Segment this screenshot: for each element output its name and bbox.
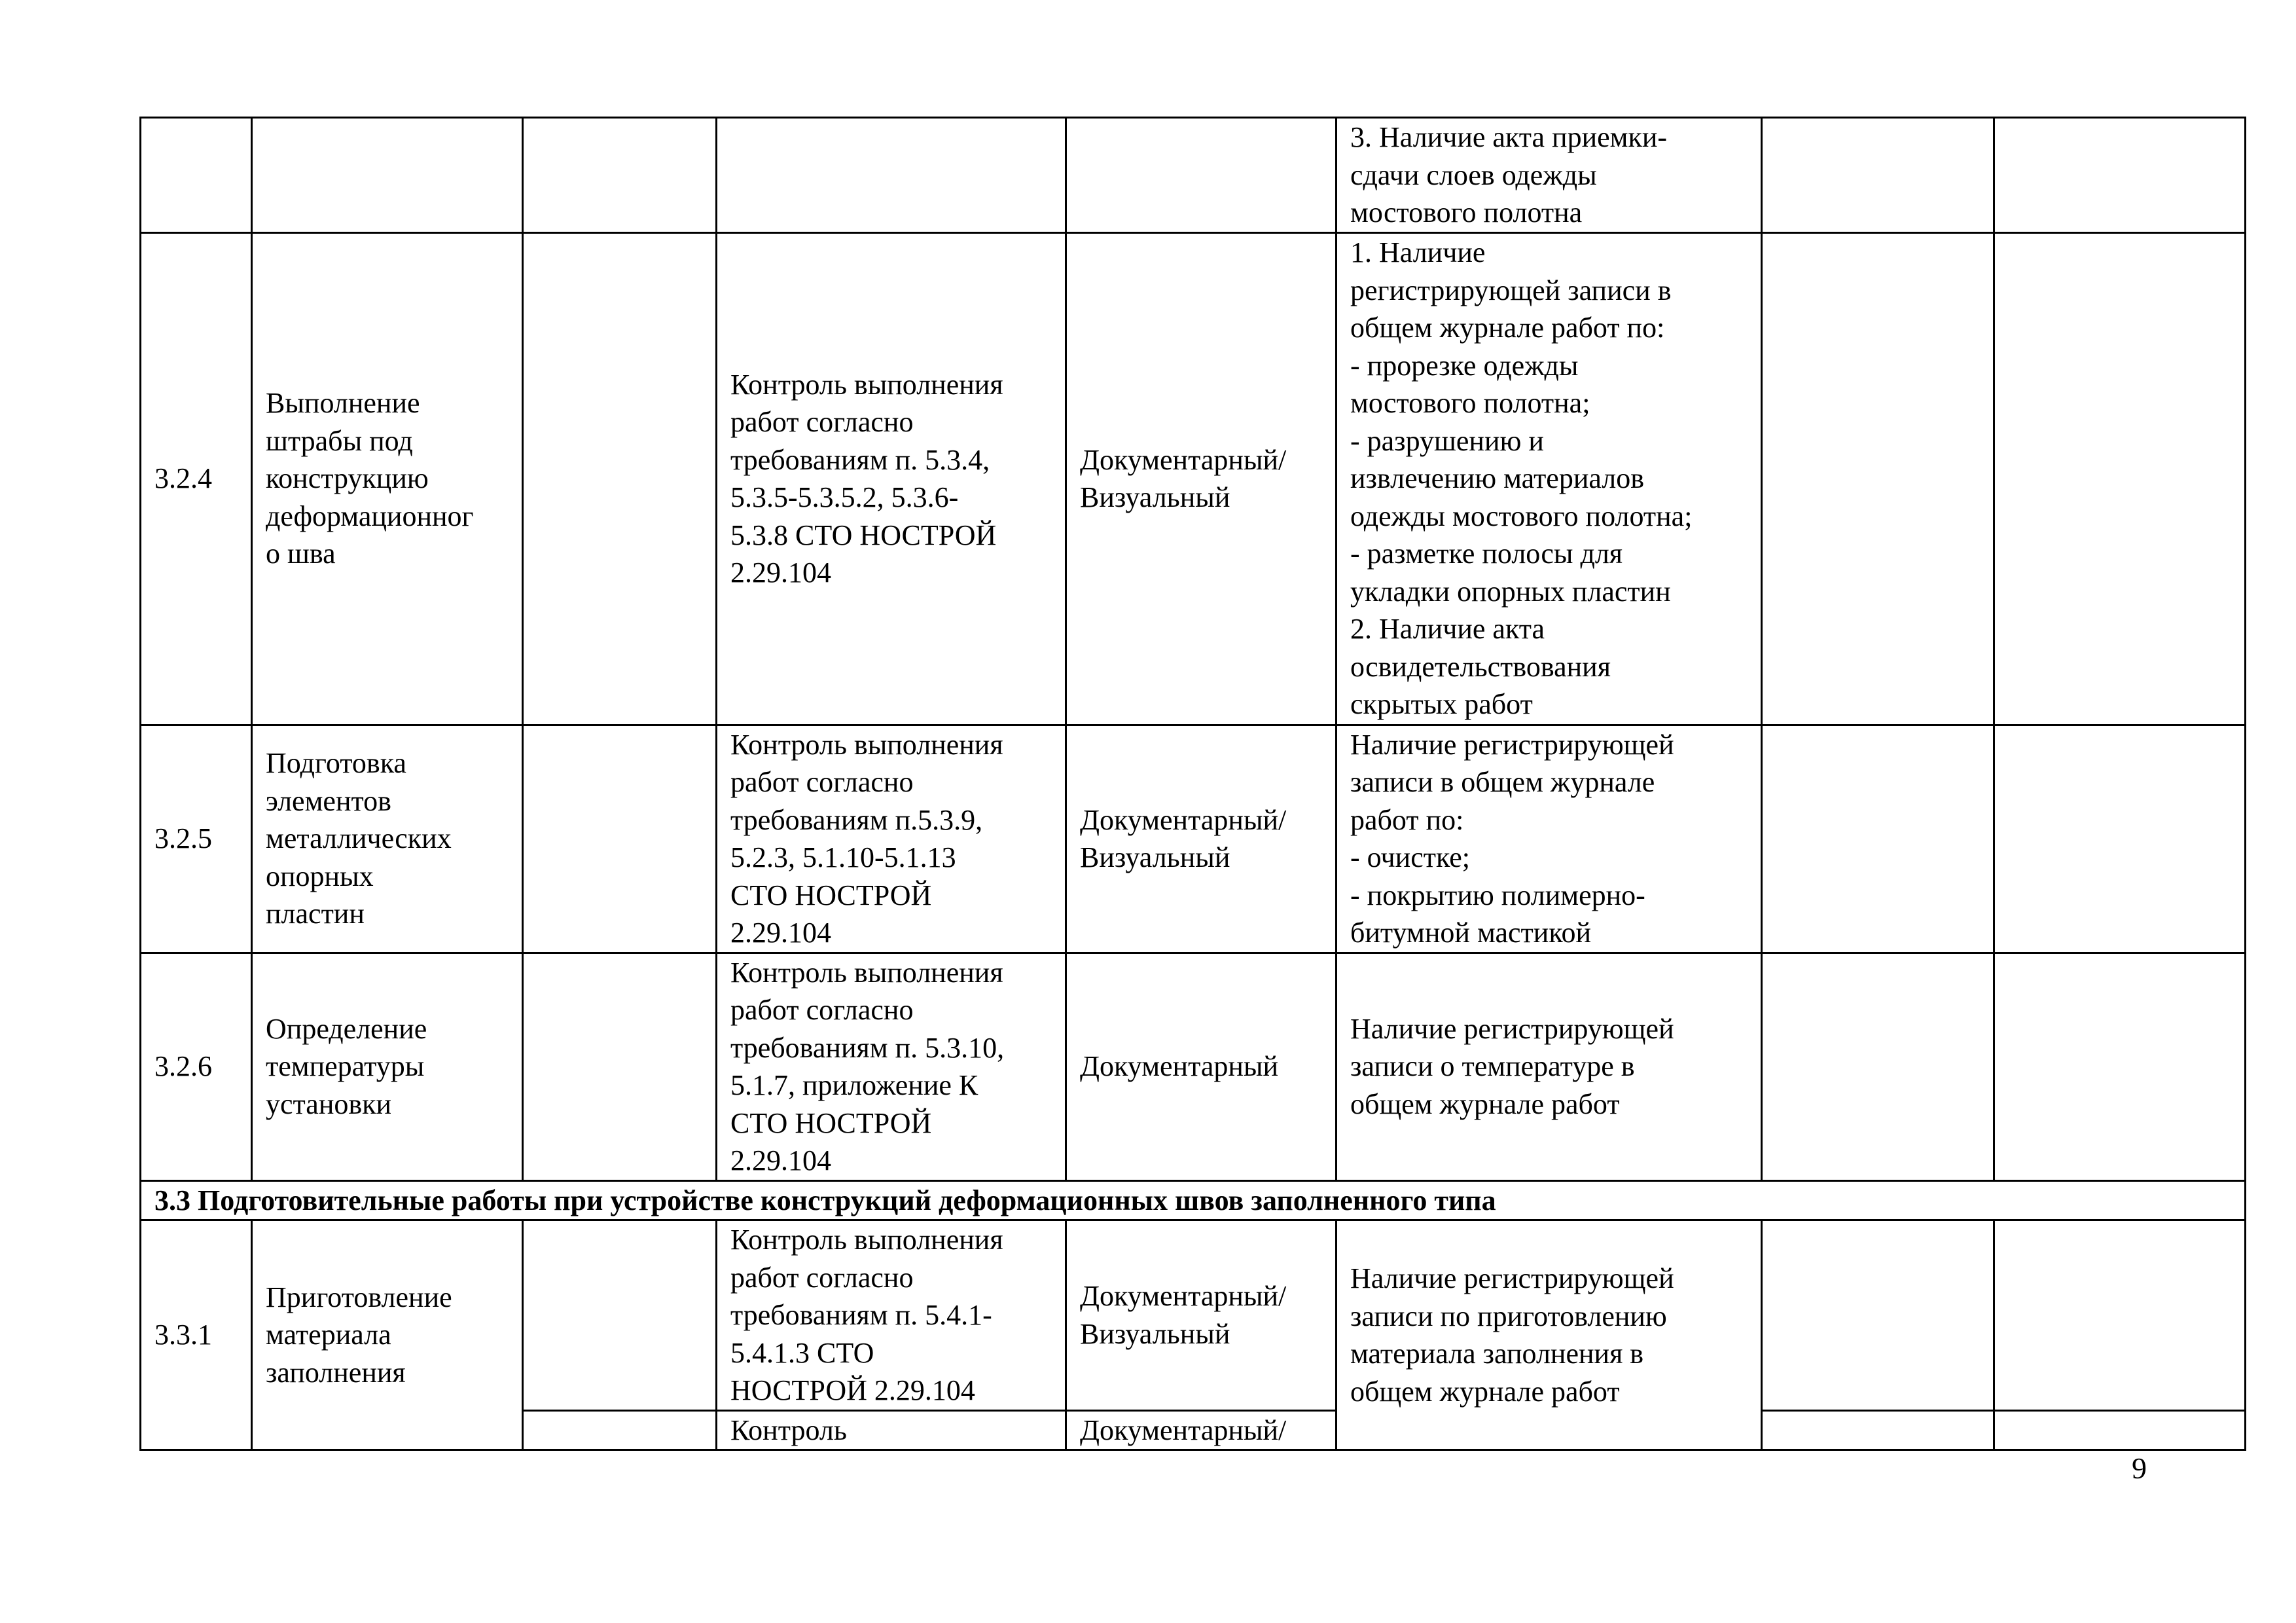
control-method-cell: [1066, 118, 1336, 233]
blank-cell: [1762, 1220, 1994, 1411]
control-requirement-cell: [717, 1220, 1066, 1411]
blank-cell: [1762, 953, 1994, 1180]
blank-cell: [1994, 1220, 2246, 1411]
work-stage-cell-line: Приготовление: [266, 1281, 452, 1313]
control-requirement-cell-line: 5.4.1.3 СТО: [730, 1336, 874, 1369]
control-requirement-cell-line: Контроль выполнения: [730, 728, 1003, 761]
control-requirement-cell-line: СТО НОСТРОЙ: [730, 1106, 932, 1139]
page-number: 9: [2132, 1451, 2147, 1485]
work-stage-cell-line: Определение: [266, 1012, 427, 1045]
blank-cell: [1762, 1410, 1994, 1450]
evidence-cell-line: Наличие регистрирующей: [1350, 1262, 1674, 1294]
evidence-cell-line: записи о температуре в: [1350, 1050, 1635, 1083]
work-stage-cell-line: металлических: [266, 822, 452, 855]
evidence-cell-line: - покрытию полимерно-: [1350, 879, 1645, 911]
blank-cell: [523, 232, 717, 725]
control-method-cell-line: Документарный/: [1080, 803, 1287, 836]
control-method-cell-line: Документарный: [1080, 1050, 1279, 1083]
evidence-cell-line: регистрирующей записи в: [1350, 274, 1672, 306]
control-requirement-cell-line: 2.29.104: [730, 556, 831, 589]
evidence-cell: [1336, 118, 1762, 233]
control-requirement-cell-line: требованиям п. 5.3.4,: [730, 443, 990, 476]
work-stage-cell-line: деформационног: [266, 500, 474, 532]
blank-cell: [523, 1220, 717, 1411]
blank-cell: [1762, 232, 1994, 725]
evidence-cell-line: извлечению материалов: [1350, 462, 1645, 495]
control-requirement-cell-line: Контроль выполнения: [730, 368, 1003, 401]
evidence-cell-line: записи в общем журнале: [1350, 766, 1655, 798]
control-requirement-cell-line: требованиям п. 5.4.1-: [730, 1299, 992, 1331]
blank-cell: [523, 118, 717, 233]
control-method-cell: [1066, 1220, 1336, 1411]
control-requirement-cell-line: работ согласно: [730, 766, 914, 798]
evidence-cell-line: общем журнале работ: [1350, 1087, 1620, 1120]
control-method-cell: [1066, 1410, 1336, 1450]
item-number-cell: [141, 118, 252, 233]
control-requirement-cell: [717, 232, 1066, 725]
control-method-cell-line: Документарный/: [1080, 1280, 1287, 1313]
work-stage-cell-line: элементов: [266, 784, 391, 817]
work-stage-cell: [252, 232, 523, 725]
evidence-cell-line: Наличие регистрирующей: [1350, 728, 1674, 761]
section-header-row: [141, 1180, 2246, 1220]
evidence-cell-line: одежды мостового полотна;: [1350, 500, 1693, 532]
evidence-cell: [1336, 232, 1762, 725]
control-requirement-cell-line: СТО НОСТРОЙ: [730, 879, 932, 911]
table-row: [141, 953, 2246, 1180]
control-method-cell-line: Документарный/: [1080, 443, 1287, 476]
evidence-cell: [1336, 725, 1762, 953]
control-requirement-cell: [717, 953, 1066, 1180]
evidence-cell-line: - прорезке одежды: [1350, 349, 1579, 382]
control-requirement-cell-line: 5.3.5-5.3.5.2, 5.3.6-: [730, 481, 959, 513]
control-requirement-cell-line: Контроль выполнения: [730, 956, 1003, 989]
control-method-cell: [1066, 953, 1336, 1180]
control-table: [139, 117, 2246, 1451]
control-requirement-cell-line: работ согласно: [730, 994, 914, 1026]
evidence-cell-line: работ по:: [1350, 803, 1464, 836]
control-requirement-cell-line: работ согласно: [730, 1261, 914, 1294]
blank-cell: [1762, 118, 1994, 233]
item-number-cell: 3.2.4: [141, 232, 252, 725]
item-number-cell: 3.2.6: [141, 953, 252, 1180]
control-requirement-cell-line: требованиям п. 5.3.10,: [730, 1031, 1005, 1064]
control-requirement-cell-line: требованиям п.5.3.9,: [730, 803, 983, 836]
evidence-cell-line: материала заполнения в: [1350, 1338, 1644, 1370]
evidence-cell-line: общем журнале работ по:: [1350, 312, 1665, 344]
work-stage-cell-line: штрабы под: [266, 424, 413, 457]
table-row: [141, 232, 2246, 725]
control-method-cell: [1066, 232, 1336, 725]
work-stage-cell-line: заполнения: [266, 1356, 406, 1389]
evidence-cell-line: - разрушению и: [1350, 424, 1544, 457]
item-number-cell: 3.2.5: [141, 725, 252, 953]
control-requirement-cell-line: 5.2.3, 5.1.10-5.1.13: [730, 841, 956, 873]
control-requirement-cell: [717, 1410, 1066, 1450]
blank-cell: [523, 953, 717, 1180]
work-stage-cell-line: температуры: [266, 1050, 425, 1083]
blank-cell: [1994, 118, 2246, 233]
work-stage-cell: [252, 953, 523, 1180]
evidence-cell-line: скрытых работ: [1350, 688, 1533, 721]
work-stage-cell-line: опорных: [266, 860, 374, 892]
control-method-cell-line: Визуальный: [1080, 481, 1230, 513]
section-title: 3.3 Подготовительные работы при устройстве конструкций деформационных швов заполненного типа: [141, 1180, 2246, 1220]
control-method-cell: [1066, 725, 1336, 953]
blank-cell: [523, 1410, 717, 1450]
work-stage-cell: [252, 118, 523, 233]
evidence-cell-line: битумной мастикой: [1350, 917, 1592, 949]
work-stage-cell-line: материала: [266, 1319, 391, 1351]
control-requirement-cell: [717, 725, 1066, 953]
work-stage-cell-line: установки: [266, 1087, 392, 1120]
blank-cell: [1762, 725, 1994, 953]
evidence-cell-line: - разметке полосы для: [1350, 538, 1623, 570]
work-stage-cell: [252, 725, 523, 953]
control-requirement-cell-line: 5.3.8 СТО НОСТРОЙ: [730, 519, 997, 551]
evidence-cell-line: 3. Наличие акта приемки-: [1350, 121, 1668, 153]
control-requirement-cell-line: 2.29.104: [730, 1144, 831, 1176]
item-number-cell: 3.3.1: [141, 1220, 252, 1450]
blank-cell: [1994, 953, 2246, 1180]
blank-cell: [1994, 1410, 2246, 1450]
control-requirement-cell-line: работ согласно: [730, 406, 914, 438]
evidence-cell-line: мостового полотна: [1350, 196, 1583, 228]
evidence-cell-line: укладки опорных пластин: [1350, 575, 1671, 608]
control-requirement-cell-line: Контроль: [730, 1413, 847, 1446]
table-row: [141, 118, 2246, 233]
table-row: [141, 725, 2246, 953]
table-row: [141, 1220, 2246, 1411]
evidence-cell-line: общем журнале работ: [1350, 1375, 1620, 1408]
control-requirement-cell-line: 2.29.104: [730, 917, 831, 949]
blank-cell: [523, 725, 717, 953]
work-stage-cell-line: Выполнение: [266, 387, 420, 420]
work-stage-cell: [252, 1220, 523, 1450]
evidence-cell-line: освидетельствования: [1350, 650, 1611, 683]
control-requirement-cell: [717, 118, 1066, 233]
evidence-cell-line: - очистке;: [1350, 841, 1470, 873]
work-stage-cell-line: Подготовка: [266, 747, 406, 780]
control-requirement-cell-line: Контроль выполнения: [730, 1224, 1003, 1256]
control-method-cell-line: Документарный/: [1080, 1413, 1287, 1446]
control-method-cell-line: Визуальный: [1080, 841, 1230, 873]
evidence-cell-line: записи по приготовлению: [1350, 1300, 1667, 1332]
blank-cell: [1994, 725, 2246, 953]
control-requirement-cell-line: НОСТРОЙ 2.29.104: [730, 1374, 975, 1406]
blank-cell: [1994, 232, 2246, 725]
evidence-cell-line: 2. Наличие акта: [1350, 613, 1545, 646]
control-method-cell-line: Визуальный: [1080, 1317, 1230, 1350]
evidence-cell-line: сдачи слоев одежды: [1350, 158, 1597, 191]
work-stage-cell-line: пластин: [266, 898, 365, 930]
evidence-cell-line: Наличие регистрирующей: [1350, 1012, 1674, 1045]
work-stage-cell-line: конструкцию: [266, 462, 429, 495]
evidence-cell: [1336, 953, 1762, 1180]
work-stage-cell-line: о шва: [266, 538, 336, 570]
control-requirement-cell-line: 5.1.7, приложение К: [730, 1069, 978, 1101]
evidence-cell-line: 1. Наличие: [1350, 236, 1486, 269]
evidence-cell-line: мостового полотна;: [1350, 387, 1590, 420]
evidence-cell: [1336, 1220, 1762, 1450]
